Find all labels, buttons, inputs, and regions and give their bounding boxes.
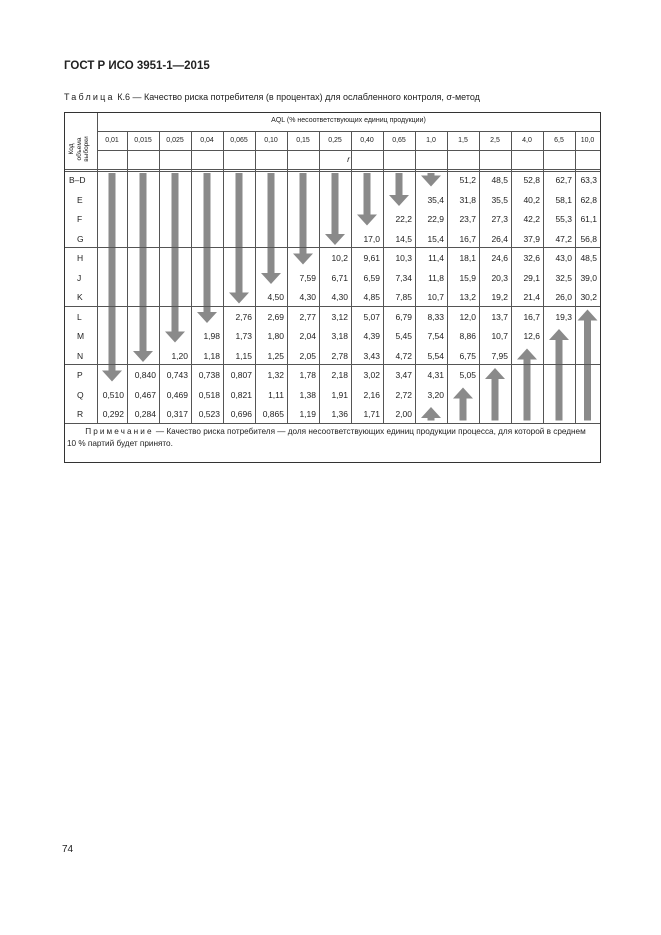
table-caption: [64, 92, 480, 102]
aql-column-header: 1,0: [426, 137, 436, 144]
table-cell: 6,79: [395, 311, 412, 322]
aql-column-header: 0,10: [264, 137, 278, 144]
table-cell: 3,47: [395, 370, 412, 380]
table-cell: 10,3: [395, 253, 412, 263]
arrow-up-icon: [517, 349, 537, 421]
param-label: r: [347, 154, 350, 164]
table-cell: 30,2: [580, 292, 597, 302]
table-cell: 1,78: [299, 370, 316, 380]
table-cell: 11,4: [428, 253, 444, 263]
table-note: [67, 426, 597, 450]
table-cell: 22,9: [427, 214, 444, 224]
table-cell: 0,840: [134, 370, 156, 380]
arrow-down-icon: [421, 173, 441, 187]
aql-column-header: 0,40: [360, 137, 374, 144]
caption-text: К.6 — Качество риска потребителя (в процентах) для ослабленного контроля, σ-метод: [114, 92, 480, 102]
table-cell: 3,02: [363, 370, 380, 380]
arrow-down-icon: [102, 173, 122, 382]
table-cell: 62,7: [555, 175, 572, 185]
table-cell: 13,2: [459, 292, 476, 302]
table-cell: 0,317: [166, 409, 188, 419]
table-cell: 1,20: [171, 350, 188, 361]
sample-size-code-header: Код объема выборки: [68, 136, 90, 162]
row-code: H: [77, 253, 84, 263]
aql-column-header: 6,5: [554, 137, 564, 144]
aql-column-header: 0,01: [105, 137, 119, 144]
table-cell: 16,7: [459, 233, 476, 244]
table-cell: 37,9: [523, 233, 540, 244]
table-cell: 12,0: [459, 311, 476, 322]
table-cell: 2,00: [395, 409, 412, 419]
table-cell: 8,86: [459, 331, 476, 341]
caption-lead: Таблица: [64, 92, 115, 102]
table-rule: [97, 131, 600, 132]
table-cell: 3,18: [331, 331, 348, 341]
arrow-down-icon: [165, 173, 185, 343]
row-code: P: [77, 370, 83, 380]
table-cell: 0,865: [262, 409, 284, 419]
table-cell: 1,91: [331, 389, 348, 400]
arrow-down-icon: [357, 173, 377, 226]
table-cell: 32,5: [555, 272, 572, 283]
table-cell: 6,75: [459, 350, 476, 361]
aql-column-header: 0,025: [166, 137, 184, 144]
aql-column-header: 0,015: [134, 137, 152, 144]
table-cell: 15,9: [459, 272, 476, 283]
table-cell: 7,34: [395, 272, 412, 283]
table-cell: 0,821: [230, 389, 252, 400]
table-cell: 11,8: [428, 272, 444, 283]
table-cell: 6,59: [363, 272, 380, 283]
table-cell: 48,5: [491, 175, 508, 185]
table-cell: 31,8: [459, 194, 476, 205]
aql-column-header: 10,0: [580, 137, 595, 144]
table-cell: 14,5: [395, 233, 412, 244]
table-cell: 13,7: [491, 311, 508, 322]
table-cell: 2,18: [331, 370, 348, 380]
table-cell: 9,61: [363, 253, 380, 263]
table-cell: 5,54: [427, 350, 444, 361]
table-cell: 7,54: [427, 331, 444, 341]
table-rule: [65, 247, 600, 248]
table-cell: 0,807: [230, 370, 252, 380]
table-cell: 4,30: [331, 292, 348, 302]
table-cell: 1,98: [203, 331, 220, 341]
table-cell: 0,696: [230, 409, 252, 419]
table-rule: [65, 364, 600, 365]
data-table: [64, 112, 601, 463]
table-cell: 4,50: [267, 292, 284, 302]
table-cell: 7,59: [299, 272, 316, 283]
table-cell: 0,510: [102, 389, 124, 400]
table-cell: 42,2: [523, 214, 540, 224]
table-cell: 2,76: [235, 311, 252, 322]
arrow-down-icon: [229, 173, 249, 304]
table-cell: 0,292: [102, 409, 124, 419]
aql-column-header: 0,25: [328, 137, 342, 144]
note-lead: Примечание: [85, 426, 154, 436]
table-cell: 58,1: [555, 194, 572, 205]
table-cell: 4,39: [363, 331, 380, 341]
document-header: ГОСТ Р ИСО 3951-1—2015: [64, 60, 210, 72]
table-cell: 26,0: [555, 292, 572, 302]
table-cell: 40,2: [523, 194, 540, 205]
table-cell: 1,25: [267, 350, 284, 361]
table-cell: 5,07: [363, 311, 380, 322]
table-cell: 56,8: [580, 233, 597, 244]
row-code: B–D: [69, 175, 86, 185]
table-rule: [97, 150, 600, 151]
table-cell: 35,4: [427, 194, 444, 205]
row-code: N: [77, 350, 84, 361]
table-cell: 2,04: [299, 331, 316, 341]
table-cell: 5,45: [395, 331, 412, 341]
table-rule: [65, 306, 600, 307]
arrow-up-icon: [421, 407, 441, 421]
aql-column-header: 0,065: [230, 137, 248, 144]
row-code: M: [77, 331, 85, 341]
table-cell: 4,31: [427, 370, 444, 380]
row-code: J: [77, 272, 82, 283]
table-cell: 1,18: [203, 350, 220, 361]
table-cell: 8,33: [427, 311, 444, 322]
table-cell: 35,5: [491, 194, 508, 205]
table-cell: 48,5: [580, 253, 597, 263]
table-cell: 19,3: [555, 311, 572, 322]
aql-column-header: 0,65: [392, 137, 406, 144]
table-cell: 27,3: [491, 214, 508, 224]
aql-column-header: 2,5: [490, 137, 500, 144]
table-cell: 2,16: [363, 389, 380, 400]
table-cell: 0,467: [134, 389, 156, 400]
row-code: Q: [77, 389, 84, 400]
table-cell: 18,1: [459, 253, 476, 263]
table-cell: 1,73: [235, 331, 252, 341]
aql-column-header: 0,04: [200, 137, 214, 144]
table-rule: [65, 171, 600, 172]
table-cell: 55,3: [555, 214, 572, 224]
table-cell: 23,7: [459, 214, 476, 224]
table-cell: 12,6: [523, 331, 540, 341]
table-cell: 1,19: [299, 409, 316, 419]
table-cell: 62,8: [580, 194, 597, 205]
table-cell: 2,05: [299, 350, 316, 361]
table-cell: 10,7: [491, 331, 508, 341]
table-cell: 19,2: [491, 292, 508, 302]
table-cell: 2,78: [331, 350, 348, 361]
table-cell: 10,7: [427, 292, 444, 302]
arrow-down-icon: [261, 173, 281, 284]
table-cell: 0,284: [134, 409, 156, 419]
arrow-down-icon: [197, 173, 217, 323]
table-cell: 15,4: [427, 233, 444, 244]
arrow-up-icon: [578, 310, 598, 421]
table-cell: 2,72: [395, 389, 412, 400]
table-cell: 0,518: [198, 389, 220, 400]
table-cell: 1,15: [235, 350, 252, 361]
table-cell: 22,2: [395, 214, 412, 224]
table-cell: 1,80: [267, 331, 284, 341]
table-cell: 3,43: [363, 350, 380, 361]
table-cell: 3,20: [427, 389, 444, 400]
table-cell: 6,71: [331, 272, 348, 283]
table-rule: [65, 169, 600, 170]
note-text: — Качество риска потребителя — доля несоответствующих единиц продукции процесса, для которой в среднем 10 % партий будет принято.: [67, 426, 586, 448]
table-cell: 1,11: [268, 389, 284, 400]
table-cell: 16,7: [523, 311, 540, 322]
arrow-down-icon: [133, 173, 153, 362]
table-cell: 5,05: [459, 370, 476, 380]
table-cell: 51,2: [459, 175, 476, 185]
arrow-down-icon: [389, 173, 409, 206]
table-cell: 61,1: [580, 214, 597, 224]
row-code: F: [77, 214, 83, 224]
aql-column-header: 0,15: [296, 137, 310, 144]
table-cell: 1,38: [299, 389, 316, 400]
table-cell: 21,4: [523, 292, 540, 302]
table-cell: 17,0: [363, 233, 380, 244]
table-cell: 4,30: [299, 292, 316, 302]
table-cell: 0,743: [166, 370, 188, 380]
aql-column-header: 4,0: [522, 137, 532, 144]
arrow-up-icon: [485, 368, 505, 421]
table-cell: 1,71: [363, 409, 380, 419]
arrow-up-icon: [453, 388, 473, 421]
arrow-down-icon: [293, 173, 313, 265]
table-cell: 29,1: [523, 272, 540, 283]
arrow-up-icon: [549, 329, 569, 421]
table-cell: 47,2: [555, 233, 572, 244]
page-number: 74: [62, 844, 74, 855]
table-cell: 63,3: [580, 175, 597, 185]
row-code: R: [77, 409, 84, 419]
table-cell: 26,4: [491, 233, 508, 244]
aql-header: AQL (% несоответствующих единиц продукции): [271, 117, 426, 124]
table-cell: 4,85: [363, 292, 380, 302]
arrow-down-icon: [325, 173, 345, 245]
table-rule: [97, 113, 98, 423]
table-cell: 1,36: [331, 409, 348, 419]
row-code: E: [77, 194, 83, 205]
table-cell: 2,69: [267, 311, 284, 322]
table-cell: 52,8: [523, 175, 540, 185]
table-cell: 2,77: [299, 311, 316, 322]
table-cell: 43,0: [555, 253, 572, 263]
aql-column-header: 1,5: [458, 137, 468, 144]
row-code: G: [77, 233, 84, 244]
table-rule: [65, 423, 600, 424]
table-cell: 0,738: [198, 370, 220, 380]
row-code: K: [77, 292, 83, 302]
table-cell: 32,6: [523, 253, 540, 263]
table-cell: 39,0: [580, 272, 597, 283]
table-cell: 3,12: [331, 311, 348, 322]
table-cell: 0,523: [198, 409, 220, 419]
table-cell: 20,3: [491, 272, 508, 283]
table-cell: 1,32: [267, 370, 284, 380]
table-cell: 10,2: [331, 253, 348, 263]
table-cell: 7,85: [395, 292, 412, 302]
table-cell: 0,469: [166, 389, 188, 400]
table-cell: 7,95: [491, 350, 508, 361]
table-cell: 24,6: [491, 253, 508, 263]
row-code: L: [77, 311, 82, 322]
table-cell: 4,72: [395, 350, 412, 361]
